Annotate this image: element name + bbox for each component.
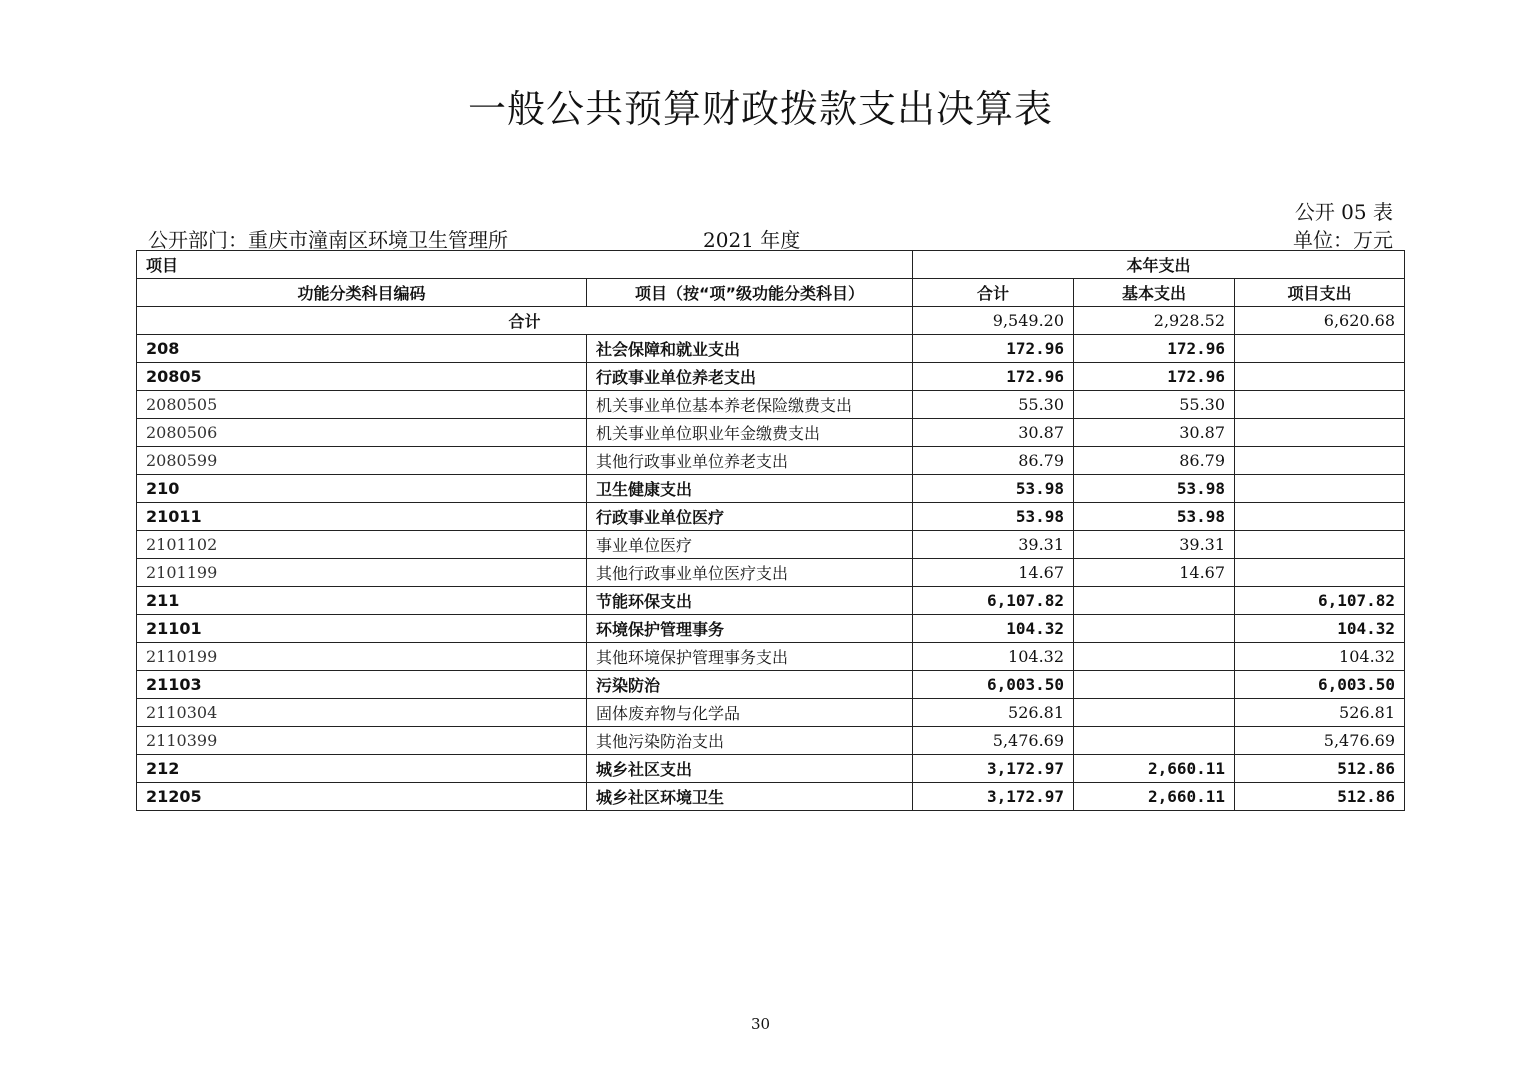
table-row xyxy=(137,559,1405,587)
total-project: 6,620.68 xyxy=(1235,307,1405,335)
row-total: 86.79 xyxy=(913,447,1074,475)
table-row xyxy=(137,335,1405,363)
row-project: 512.86 xyxy=(1235,755,1405,783)
row-name: 社会保障和就业支出 xyxy=(587,335,913,363)
row-total: 5,476.69 xyxy=(913,727,1074,755)
row-project xyxy=(1235,363,1405,391)
table-row xyxy=(137,727,1405,755)
table-row xyxy=(137,475,1405,503)
table-row xyxy=(137,531,1405,559)
header-row-top xyxy=(137,251,1405,279)
row-name: 污染防治 xyxy=(587,671,913,699)
row-basic: 39.31 xyxy=(1074,531,1235,559)
row-basic xyxy=(1074,671,1235,699)
header-code: 功能分类科目编码 xyxy=(137,279,587,307)
table-row xyxy=(137,363,1405,391)
row-basic: 30.87 xyxy=(1074,419,1235,447)
table-row xyxy=(137,615,1405,643)
header-total: 合计 xyxy=(913,279,1074,307)
row-basic: 55.30 xyxy=(1074,391,1235,419)
total-row xyxy=(137,307,1405,335)
header-current-year: 本年支出 xyxy=(913,251,1405,279)
row-name: 卫生健康支出 xyxy=(587,475,913,503)
row-name: 城乡社区支出 xyxy=(587,755,913,783)
row-basic xyxy=(1074,615,1235,643)
row-basic xyxy=(1074,699,1235,727)
table-row xyxy=(137,783,1405,811)
row-total: 172.96 xyxy=(913,363,1074,391)
row-basic: 2,660.11 xyxy=(1074,783,1235,811)
row-total: 6,003.50 xyxy=(913,671,1074,699)
table-row xyxy=(137,643,1405,671)
row-basic: 14.67 xyxy=(1074,559,1235,587)
row-total: 39.31 xyxy=(913,531,1074,559)
fiscal-year: 2021 年度 xyxy=(703,228,801,252)
header-project: 项目支出 xyxy=(1235,279,1405,307)
row-basic: 53.98 xyxy=(1074,503,1235,531)
row-project xyxy=(1235,531,1405,559)
row-total: 55.30 xyxy=(913,391,1074,419)
row-code: 20805 xyxy=(137,363,587,391)
row-project xyxy=(1235,419,1405,447)
row-code: 210 xyxy=(137,475,587,503)
header-basic: 基本支出 xyxy=(1074,279,1235,307)
row-total: 14.67 xyxy=(913,559,1074,587)
row-code: 21011 xyxy=(137,503,587,531)
row-code: 2110304 xyxy=(137,699,587,727)
row-project xyxy=(1235,391,1405,419)
row-total: 30.87 xyxy=(913,419,1074,447)
row-total: 3,172.97 xyxy=(913,755,1074,783)
table-row xyxy=(137,755,1405,783)
unit-label: 单位：万元 xyxy=(1293,228,1393,252)
department-label: 公开部门：重庆市潼南区环境卫生管理所 xyxy=(148,228,508,252)
row-project: 104.32 xyxy=(1235,615,1405,643)
row-basic: 172.96 xyxy=(1074,363,1235,391)
row-project xyxy=(1235,335,1405,363)
table-row xyxy=(137,447,1405,475)
row-project: 5,476.69 xyxy=(1235,727,1405,755)
row-project: 526.81 xyxy=(1235,699,1405,727)
row-project xyxy=(1235,503,1405,531)
row-project: 6,003.50 xyxy=(1235,671,1405,699)
table-body xyxy=(137,251,1405,811)
row-name: 其他污染防治支出 xyxy=(587,727,913,755)
row-code: 2101199 xyxy=(137,559,587,587)
row-name: 固体废弃物与化学品 xyxy=(587,699,913,727)
total-amount: 9,549.20 xyxy=(913,307,1074,335)
row-code: 208 xyxy=(137,335,587,363)
table-row xyxy=(137,671,1405,699)
row-total: 104.32 xyxy=(913,615,1074,643)
row-total: 104.32 xyxy=(913,643,1074,671)
row-basic: 53.98 xyxy=(1074,475,1235,503)
page-number: 30 xyxy=(750,1015,771,1033)
header-name: 项目（按“项”级功能分类科目） xyxy=(587,279,913,307)
row-code: 21101 xyxy=(137,615,587,643)
header-row-columns xyxy=(137,279,1405,307)
row-project: 512.86 xyxy=(1235,783,1405,811)
row-total: 53.98 xyxy=(913,503,1074,531)
row-code: 2080599 xyxy=(137,447,587,475)
table-row xyxy=(137,503,1405,531)
budget-table xyxy=(136,250,1405,811)
total-label: 合计 xyxy=(137,307,913,335)
row-total: 3,172.97 xyxy=(913,783,1074,811)
row-basic xyxy=(1074,587,1235,615)
row-basic xyxy=(1074,727,1235,755)
row-name: 行政事业单位医疗 xyxy=(587,503,913,531)
table-row xyxy=(137,391,1405,419)
row-project: 6,107.82 xyxy=(1235,587,1405,615)
row-name: 其他行政事业单位医疗支出 xyxy=(587,559,913,587)
row-name: 其他环境保护管理事务支出 xyxy=(587,643,913,671)
row-code: 2080506 xyxy=(137,419,587,447)
row-name: 城乡社区环境卫生 xyxy=(587,783,913,811)
row-project xyxy=(1235,559,1405,587)
row-total: 53.98 xyxy=(913,475,1074,503)
row-project: 104.32 xyxy=(1235,643,1405,671)
row-total: 6,107.82 xyxy=(913,587,1074,615)
page-title: 一般公共预算财政拨款支出决算表 xyxy=(467,87,1053,131)
row-basic xyxy=(1074,643,1235,671)
row-name: 环境保护管理事务 xyxy=(587,615,913,643)
row-code: 2110399 xyxy=(137,727,587,755)
row-code: 2101102 xyxy=(137,531,587,559)
form-number: 公开 05 表 xyxy=(1294,200,1393,224)
row-name: 事业单位医疗 xyxy=(587,531,913,559)
row-code: 2080505 xyxy=(137,391,587,419)
table-row xyxy=(137,419,1405,447)
row-name: 其他行政事业单位养老支出 xyxy=(587,447,913,475)
row-name: 机关事业单位基本养老保险缴费支出 xyxy=(587,391,913,419)
row-name: 节能环保支出 xyxy=(587,587,913,615)
row-code: 21205 xyxy=(137,783,587,811)
row-code: 211 xyxy=(137,587,587,615)
row-basic: 86.79 xyxy=(1074,447,1235,475)
row-basic: 172.96 xyxy=(1074,335,1235,363)
row-code: 21103 xyxy=(137,671,587,699)
table-row xyxy=(137,587,1405,615)
total-basic: 2,928.52 xyxy=(1074,307,1235,335)
row-total: 172.96 xyxy=(913,335,1074,363)
row-project xyxy=(1235,447,1405,475)
header-item: 项目 xyxy=(137,251,913,279)
row-total: 526.81 xyxy=(913,699,1074,727)
row-name: 行政事业单位养老支出 xyxy=(587,363,913,391)
row-basic: 2,660.11 xyxy=(1074,755,1235,783)
row-project xyxy=(1235,475,1405,503)
row-name: 机关事业单位职业年金缴费支出 xyxy=(587,419,913,447)
row-code: 2110199 xyxy=(137,643,587,671)
row-code: 212 xyxy=(137,755,587,783)
table-row xyxy=(137,699,1405,727)
